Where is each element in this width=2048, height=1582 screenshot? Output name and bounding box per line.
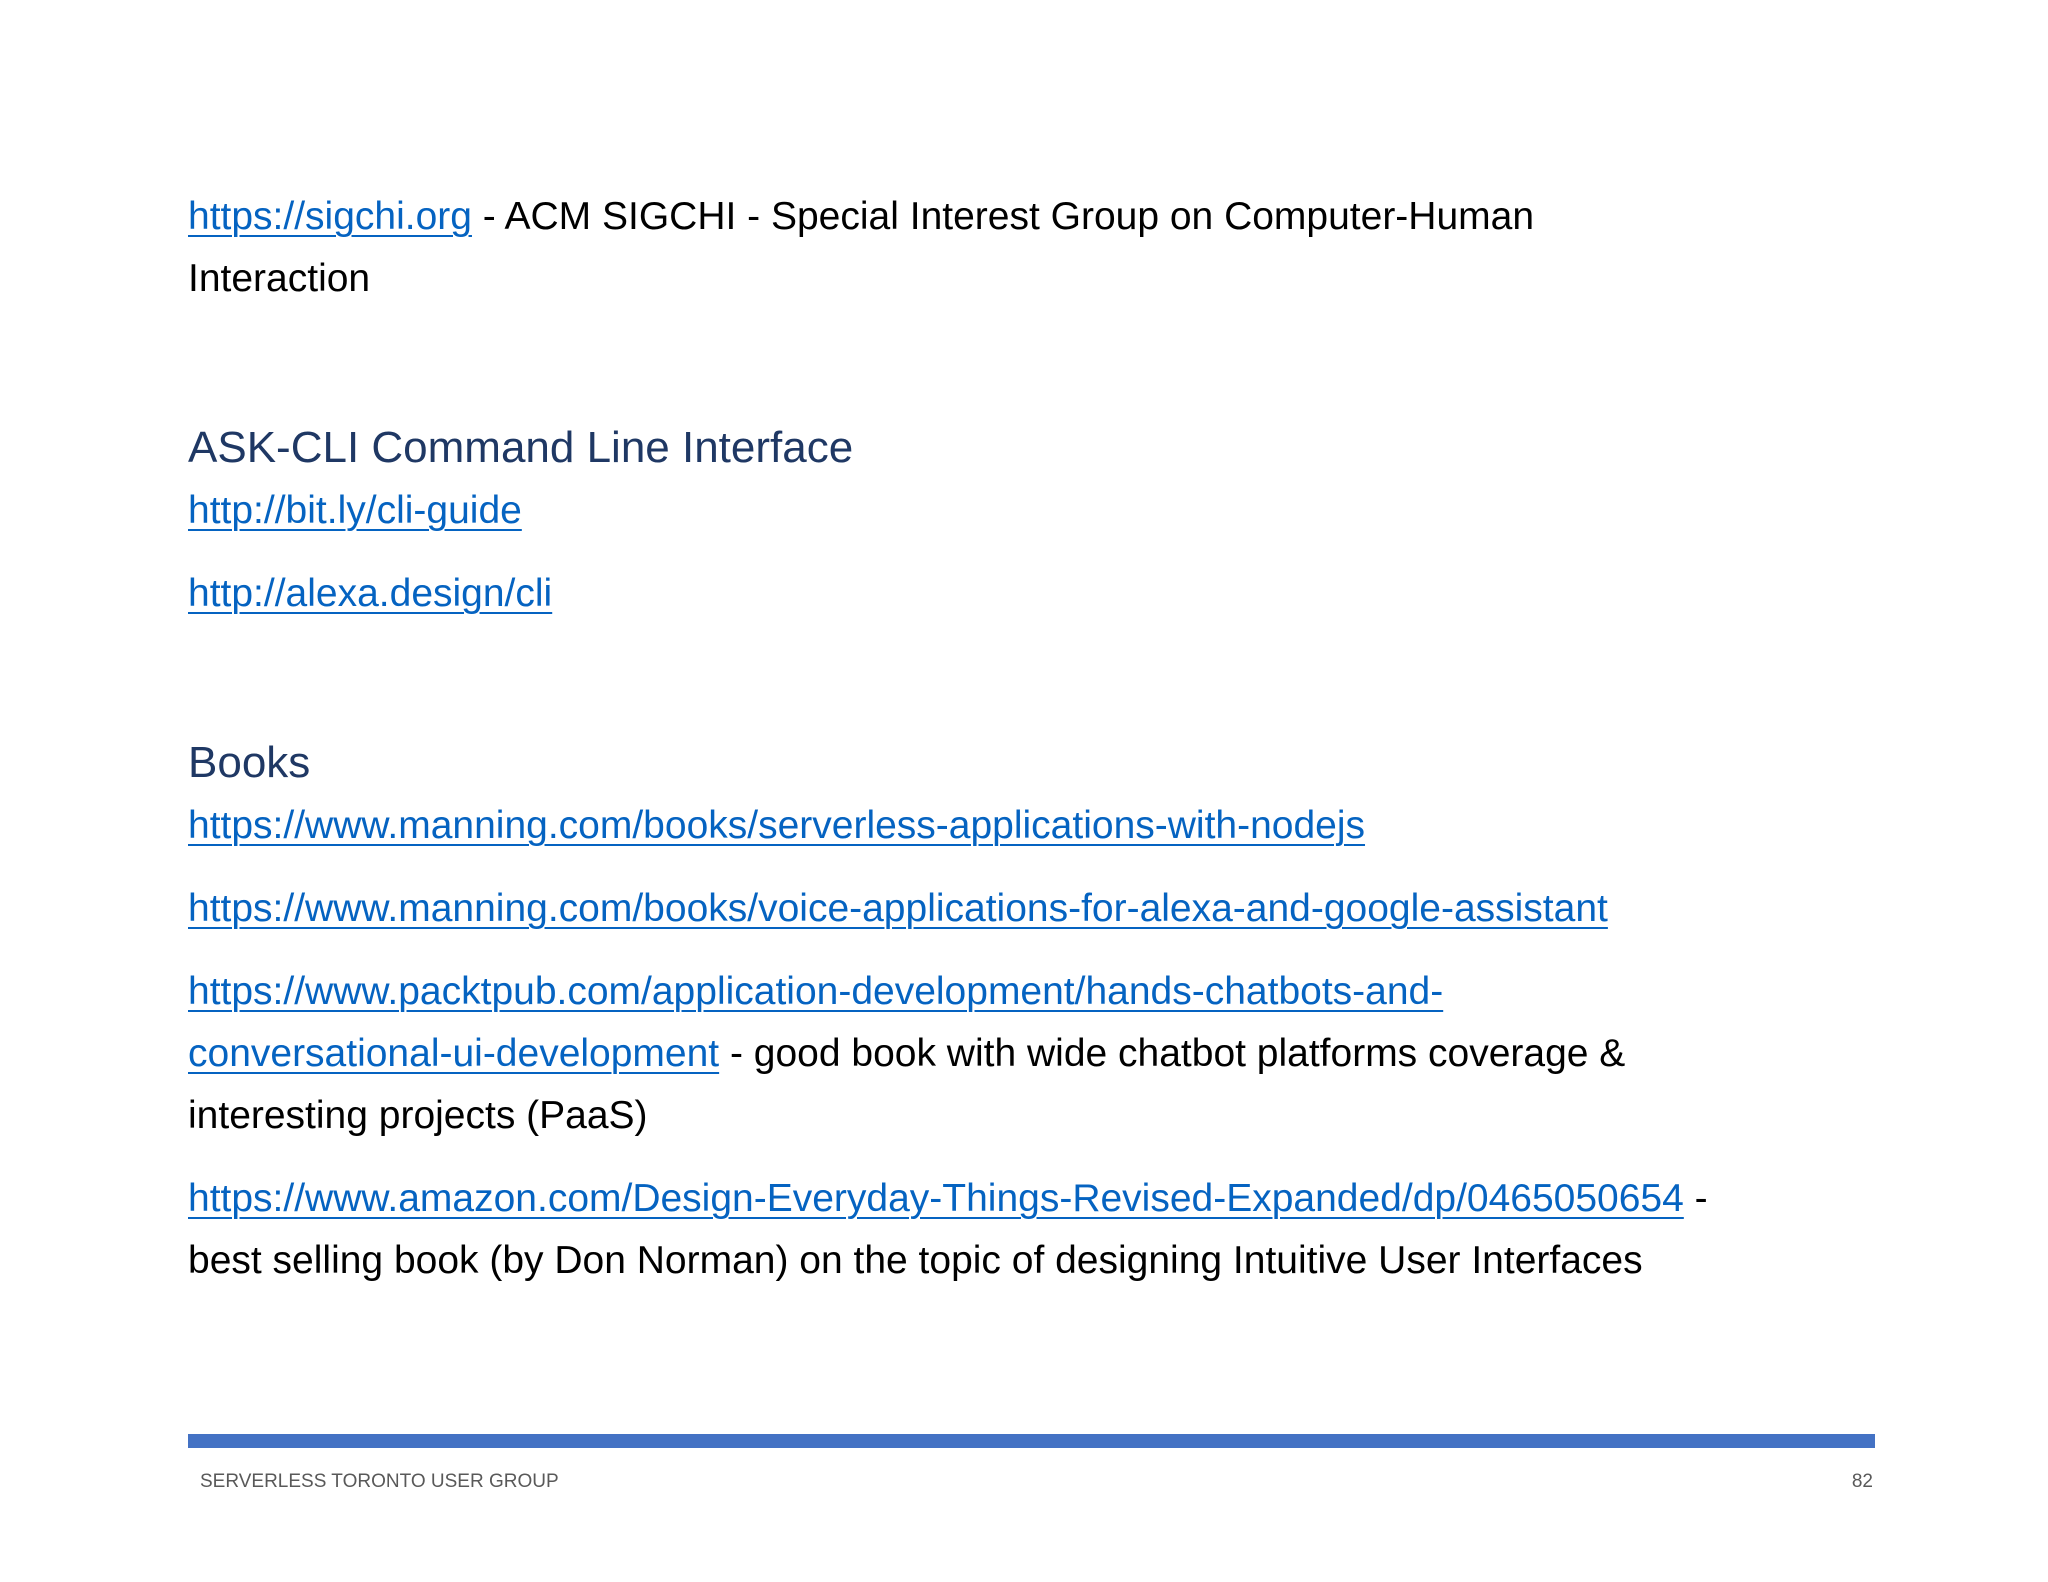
book-chatbots-paragraph-line3 bbox=[188, 1085, 1888, 1147]
footer-bar bbox=[188, 1434, 1875, 1448]
book-chatbots-link[interactable]: https://www.packtpub.com/application-development/hands-chatbots-and- bbox=[188, 970, 1444, 1013]
book-design-link[interactable]: https://www.amazon.com/Design-Everyday-Things-Revised-Expanded/dp/0465050654 bbox=[188, 1177, 1684, 1220]
book-chatbots-paragraph bbox=[188, 961, 1888, 1023]
book-serverless-paragraph bbox=[188, 795, 1888, 857]
alexa-cli-paragraph bbox=[188, 563, 1888, 625]
book-chatbots-link-cont[interactable]: conversational-ui-development bbox=[188, 1032, 720, 1075]
book-design-paragraph bbox=[188, 1168, 1888, 1230]
book-design-dash: - bbox=[1683, 1177, 1708, 1220]
book-voice-paragraph bbox=[188, 878, 1888, 940]
sigchi-paragraph-line2 bbox=[188, 248, 1888, 310]
book-chatbots-paragraph-line2 bbox=[188, 1023, 1888, 1085]
sigchi-description: - ACM SIGCHI - Special Interest Group on Computer-Human bbox=[471, 195, 1535, 238]
cli-heading: ASK-CLI Command Line Interface bbox=[188, 423, 854, 472]
book-design-paragraph-line2 bbox=[188, 1230, 1888, 1292]
footer-group-name: SERVERLESS TORONTO USER GROUP bbox=[200, 1471, 559, 1492]
books-heading: Books bbox=[188, 738, 311, 787]
cli-guide-paragraph bbox=[188, 480, 1888, 542]
book-design-description: best selling book (by Don Norman) on the topic of designing Intuitive User Interfaces bbox=[188, 1239, 1643, 1282]
page-number: 82 bbox=[1851, 1471, 1873, 1492]
sigchi-description-cont: Interaction bbox=[188, 257, 371, 300]
cli-guide-link[interactable]: http://bit.ly/cli-guide bbox=[188, 489, 522, 532]
sigchi-paragraph bbox=[188, 186, 1888, 248]
book-chatbots-description-cont: interesting projects (PaaS) bbox=[188, 1094, 648, 1137]
book-chatbots-description: - good book with wide chatbot platforms coverage & bbox=[719, 1032, 1626, 1075]
alexa-cli-link[interactable]: http://alexa.design/cli bbox=[188, 572, 553, 615]
book-voice-link[interactable]: https://www.manning.com/books/voice-applications-for-alexa-and-google-assistant bbox=[188, 887, 1608, 930]
book-serverless-link[interactable]: https://www.manning.com/books/serverless-applications-with-nodejs bbox=[188, 804, 1366, 847]
sigchi-link[interactable]: https://sigchi.org bbox=[188, 195, 472, 238]
